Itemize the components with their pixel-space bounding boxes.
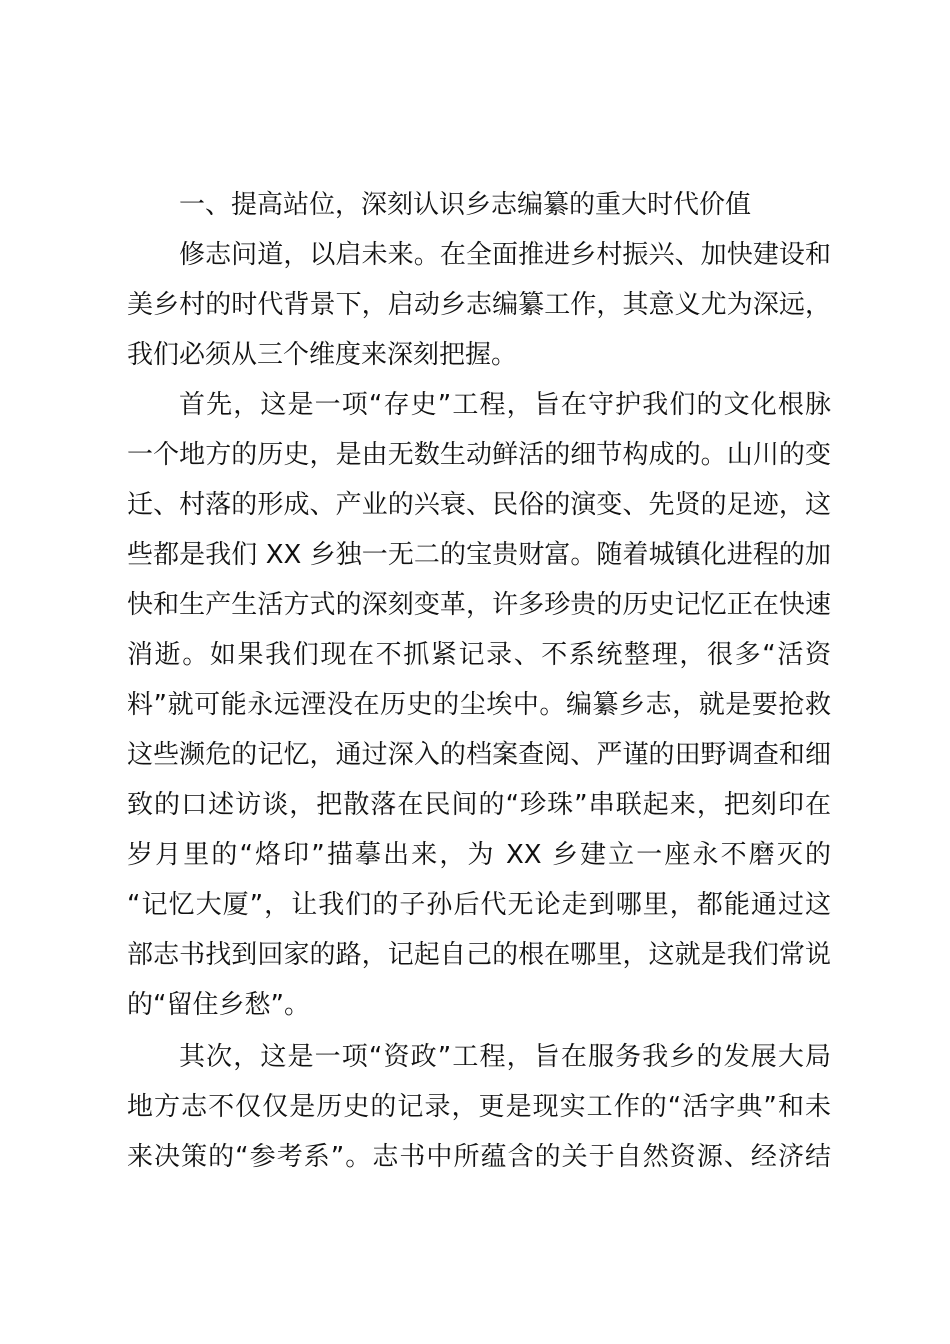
text-line: 部志书找到回家的路，记起自己的根在哪里，这就是我们常说 (127, 940, 831, 970)
text-line: 致的口述访谈，把散落在民间的“珍珠”串联起来，把刻印在 (127, 790, 831, 820)
text-line: 修志问道，以启未来。在全面推进乡村振兴、加快建设和 (179, 240, 831, 270)
text-line: 来决策的“参考系”。志书中所蕴含的关于自然资源、经济结 (127, 1142, 831, 1172)
paragraph-second (127, 1032, 831, 1182)
text-line: 消逝。如果我们现在不抓紧记录、不系统整理，很多“活资 (127, 640, 831, 670)
text-line: 一个地方的历史，是由无数生动鲜活的细节构成的。山川的变 (127, 440, 831, 470)
section-heading: 一、提高站位，深刻认识乡志编纂的重大时代价值 (179, 190, 752, 220)
text-line: 美乡村的时代背景下，启动乡志编纂工作，其意义尤为深远， (127, 290, 831, 320)
paragraph-intro (127, 230, 831, 380)
text-line: 些都是我们 XX 乡独一无二的宝贵财富。随着城镇化进程的加 (127, 540, 831, 570)
text-line: 其次，这是一项“资政”工程，旨在服务我乡的发展大局 (179, 1042, 831, 1072)
text-line: 地方志不仅仅是历史的记录，更是现实工作的“活字典”和未 (127, 1092, 831, 1122)
text-line: 岁月里的“烙印”描摹出来，为 XX 乡建立一座永不磨灭的 (127, 840, 831, 870)
text-line: 我们必须从三个维度来深刻把握。 (127, 340, 518, 370)
text-line: 首先，这是一项“存史”工程，旨在守护我们的文化根脉 (179, 390, 831, 420)
text-line: “记忆大厦”，让我们的子孙后代无论走到哪里，都能通过这 (127, 890, 831, 920)
text-line: 这些濒危的记忆，通过深入的档案查阅、严谨的田野调查和细 (127, 740, 831, 770)
document-page (127, 180, 831, 1182)
paragraph-first (127, 380, 831, 1030)
text-line: 迁、村落的形成、产业的兴衰、民俗的演变、先贤的足迹，这 (127, 490, 831, 520)
text-line: 快和生产生活方式的深刻变革，许多珍贵的历史记忆正在快速 (127, 590, 831, 620)
text-line: 料”就可能永远湮没在历史的尘埃中。编纂乡志，就是要抢救 (127, 690, 831, 720)
text-line: 的“留住乡愁”。 (127, 990, 310, 1020)
